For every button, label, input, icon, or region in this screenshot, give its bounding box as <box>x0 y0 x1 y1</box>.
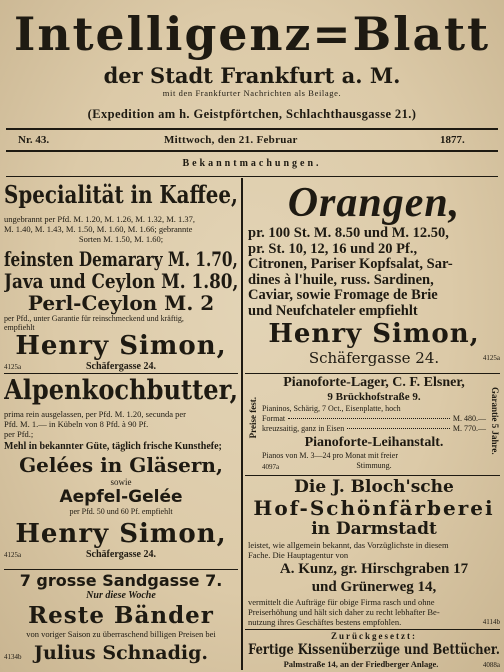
ad-firm: Julius Schnadig. <box>34 642 208 664</box>
ad-note-line: empfiehlt <box>4 323 35 332</box>
ad-price-line: feinsten Demarary M. 1.70, <box>4 247 238 271</box>
rule-section <box>6 176 498 177</box>
leader-dots <box>347 428 450 429</box>
ad-text-line: Fache. Die Hauptagentur von <box>248 550 349 560</box>
ad-heading: Die J. Bloch'sche <box>294 477 454 497</box>
ad-address: 9 Brückhofstraße 9. <box>327 391 421 403</box>
ad-text-line: nutzung ihres Geschäftes bestens empfohlen. <box>248 617 402 627</box>
price-row-label: Format <box>262 414 286 423</box>
ad-firm: Henry Simon, <box>268 319 480 349</box>
price-row <box>262 424 486 434</box>
section-title: Bekanntmachungen. <box>182 158 322 169</box>
ad-subheading: Pianoforte-Leihanstalt. <box>304 435 444 450</box>
ad-intro-line: Pianinos, Schärig, 7 Oct., Eisenplatte, hoch <box>262 404 401 413</box>
ad-address: Palmstraße 14, an der Friedberger Anlage. <box>283 659 439 669</box>
ad-firm: Henry Simon, <box>15 331 227 361</box>
ad-butter <box>4 375 238 568</box>
ad-reference: 4097a <box>262 463 280 471</box>
ad-heading: Pianoforte-Lager, C. F. Elsner, <box>283 375 465 390</box>
ad-heading: in Darmstadt <box>311 519 437 539</box>
ad-separator <box>245 475 500 476</box>
ad-fine-line: prima rein ausgelassen, per Pfd. M. 1.20, secunda per <box>4 409 186 419</box>
price-row-value: M. 480.— <box>452 414 486 423</box>
column-divider <box>241 178 243 670</box>
price-row <box>262 414 486 424</box>
ad-address: Schäfergasse 24. <box>308 349 440 367</box>
ad-kaffee <box>4 181 238 373</box>
rule-top <box>6 128 498 130</box>
ad-text: von voriger Saison zu überraschend billigen Preisen bei <box>26 629 216 639</box>
ad-heading: Specialität in Kaffee, <box>4 181 238 209</box>
ad-apple-jelly: Aepfel-Gelée <box>59 487 183 507</box>
ad-text-line: leistet, wie allgemein bekannt, das Vorzüglichste in diesem <box>248 540 449 550</box>
ad-reference: 4125a <box>4 363 22 371</box>
masthead-supplement: mit den Frankfurter Nachrichten als Beilage. <box>162 88 342 98</box>
ad-line: pr. St. 10, 12, 16 und 20 Pf., <box>248 240 418 257</box>
ad-fine-line: Sorten M. 1.50, M. 1.60; <box>78 234 164 244</box>
ad-flour-line: Mehl in bekannter Güte, täglich frische Kunsthefe; <box>4 441 222 452</box>
rule-dateline <box>6 150 498 152</box>
ad-heading: Fertige Kissenüberzüge und Bettücher. <box>248 642 500 658</box>
leader-dots <box>288 418 450 419</box>
ad-text-line: Preiserhöhung und hält sich daher zu recht lebhafter Be- <box>248 607 440 617</box>
ad-heading: Alpenkochbutter, <box>4 375 238 406</box>
ad-separator <box>4 569 238 570</box>
ad-price-line: Java und Ceylon M. 1.80, <box>4 269 238 293</box>
ad-text: Pianos von M. 3—24 pro Monat mit freier <box>262 451 398 460</box>
ad-fine-line: Pfd. M. 1.— in Kübeln von 8 Pfd. à 90 Pf. <box>4 419 149 429</box>
masthead-title: Intelligenz=Blatt <box>14 7 491 61</box>
ad-heading: Reste Bänder <box>28 602 214 629</box>
ad-fine-line: M. 1.40, M. 1.43, M. 1.50, M. 1.60, M. 1.66; gebrannte <box>4 224 193 234</box>
ad-side-text-left: Preise fest. <box>248 397 258 439</box>
ad-reference: 4125a <box>482 354 500 362</box>
ad-fine-line: per Pfd.; <box>4 429 34 439</box>
ad-line: pr. 100 St. M. 8.50 und M. 12.50, <box>248 225 449 241</box>
ad-subheading: Nur diese Woche <box>86 590 156 601</box>
ad-line: und Neufchateler empfiehlt <box>248 302 418 319</box>
ad-jelly-line: Gelées in Gläsern, <box>19 453 223 477</box>
price-row-value: M. 770.— <box>452 424 486 433</box>
ad-fine-line: ungebrannt per Pfd. M. 1.20, M. 1.26, M. 1.32, M. 1.37, <box>4 214 196 224</box>
ad-sowie: sowie <box>110 477 132 487</box>
ad-separator <box>245 629 500 630</box>
ad-reference: 4134b <box>4 653 22 661</box>
ad-address: Schäfergasse 24. <box>86 361 156 372</box>
ad-heading: Orangen, <box>287 181 461 226</box>
ad-reference: 4088a <box>482 661 500 669</box>
ad-text-line: vermittelt die Aufträge für obige Firma rasch und ohne <box>248 597 435 607</box>
ad-heading: Hof-Schönfärberei <box>253 496 495 520</box>
ad-price-line: Perl-Ceylon M. 2 <box>27 291 215 315</box>
masthead-subtitle: der Stadt Frankfurt a. M. <box>103 63 401 88</box>
ad-address: 7 grosse Sandgasse 7. <box>19 571 223 590</box>
ad-bloch <box>248 477 500 628</box>
ad-line: dines à l'huile, russ. Sardinen, <box>248 271 434 288</box>
ad-line: Caviar, sowie Fromage de Brie <box>248 287 438 303</box>
ad-orangen <box>248 181 500 372</box>
issue-year: 1877. <box>440 134 465 146</box>
ad-bettwaesche <box>248 631 500 671</box>
ad-reference: 4114b <box>482 618 500 626</box>
price-row-label: kreuzsaitig, ganz in Eisen <box>262 424 345 433</box>
ad-agent-line: und Grünerweg 14, <box>311 579 437 595</box>
ad-piano <box>248 375 500 474</box>
ad-price-line: per Pfd. 50 und 60 Pf. empfiehlt <box>69 507 173 516</box>
ad-baender <box>4 571 238 670</box>
ad-separator <box>4 373 238 374</box>
ad-firm: Henry Simon, <box>15 519 227 549</box>
ad-separator <box>245 373 500 374</box>
ad-reference: 4125a <box>4 551 22 559</box>
ad-agent-line: A. Kunz, gr. Hirschgraben 17 <box>279 561 469 577</box>
issue-number: Nr. 43. <box>18 134 50 146</box>
issue-date: Mittwoch, den 21. Februar <box>164 134 298 146</box>
ad-note-line: per Pfd., unter Garantie für reinschmeckend und kräftig, <box>4 314 184 323</box>
ad-text: Stimmung. <box>356 461 392 470</box>
masthead-expedition: (Expedition am h. Geistpförtchen, Schlachthausgasse 21.) <box>87 107 417 121</box>
ad-label: Zurückgesetzt: <box>331 631 417 641</box>
ad-address: Schäfergasse 24. <box>86 549 156 560</box>
ad-side-text-right: Garantie 5 Jahre. <box>490 387 500 455</box>
ad-line: Citronen, Pariser Kopfsalat, Sar- <box>248 256 453 272</box>
